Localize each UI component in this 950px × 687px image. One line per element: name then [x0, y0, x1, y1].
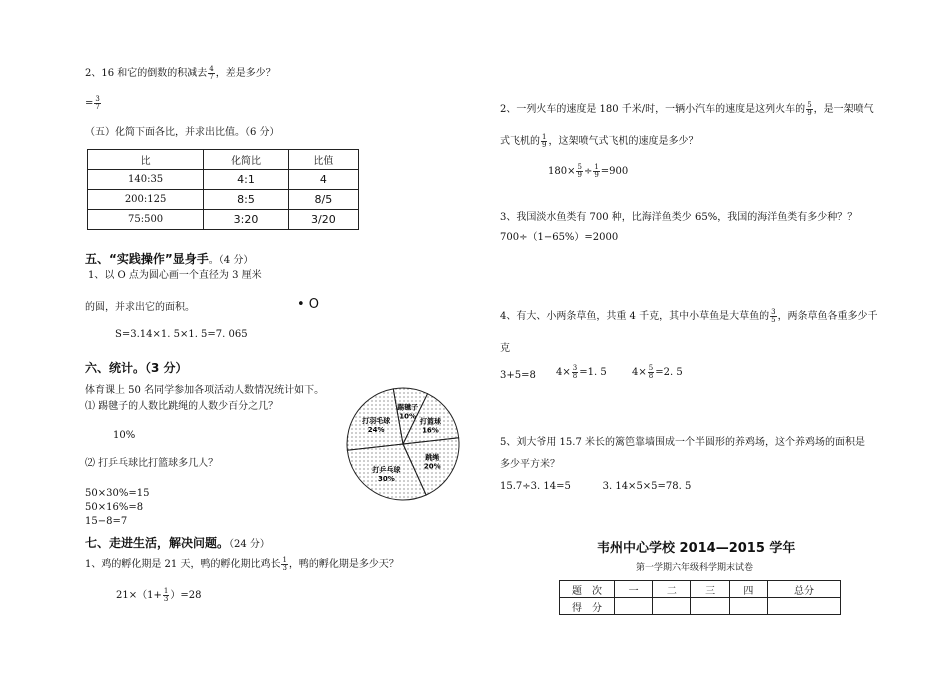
pie-slice-percent: 10%: [399, 412, 417, 421]
score-header: 总分: [767, 581, 840, 598]
table-row: 75:500 3:20 3/20: [88, 210, 359, 230]
table-row: 140:35 4:1 4: [88, 170, 359, 190]
pie-slice-label: 跳绳: [425, 453, 440, 462]
fraction: $\frac{4}{7}$: [209, 65, 214, 81]
part-6-calc2: 50×16%=8: [85, 502, 144, 513]
table-header: 比值: [288, 150, 358, 170]
part-6-calc3: 15−8=7: [85, 516, 128, 527]
ratio-table: [87, 149, 359, 230]
right-q3: 3、我国淡水鱼类有 700 种，比海洋鱼类少 65%，我国的海洋鱼类有多少种？？: [500, 212, 858, 223]
part-5-line2: 的圆，并求出它的面积。: [85, 302, 195, 313]
score-header: 三: [691, 581, 729, 598]
part-6-heading: 六、统计。（3 分）: [85, 361, 188, 375]
right-q4-line2: 克: [500, 343, 510, 354]
right-q2-answer: 180× $\frac{5}{9}$ ÷ $\frac{1}{9}$ =900: [548, 163, 629, 179]
table-header: 化简比: [204, 150, 289, 170]
score-cell: [615, 598, 653, 615]
score-header: 一: [615, 581, 653, 598]
table-row: 200:125 8:5 8/5: [88, 190, 359, 210]
right-q4-ans2: 4× $\frac{3}{8}$ =1. 5: [556, 364, 607, 380]
table-header: 比: [88, 150, 204, 170]
part-5-line1: 1、以 O 点为圆心画一个直径为 3 厘米: [88, 270, 262, 281]
score-header: 二: [653, 581, 691, 598]
right-q2-line2: 式飞机的 $\frac{1}{9}$ ，这架喷气式飞机的速度是多少？: [500, 133, 699, 149]
right-q5-line1: 5、刘大爷用 15.7 米长的篱笆靠墙围成一个半圆形的养鸡场，这个养鸡场的面积是: [500, 437, 865, 448]
right-q4-ans1: 3+5=8: [500, 370, 536, 381]
part-7-q1: 1、鸡的孵化期是 21 天，鸭的孵化期比鸡长 $\frac{1}{3}$ ，鸭的孵化期是多少天？: [85, 556, 399, 572]
right-q4-ans3: 4× $\frac{5}{8}$ =2. 5: [632, 364, 683, 380]
part-6-q1: ⑴ 踢毽子的人数比跳绳的人数少百分之几？: [85, 401, 279, 412]
part-5-answer: S=3.14×1. 5×1. 5=7. 065: [115, 329, 248, 340]
pie-slice-percent: 30%: [378, 475, 395, 484]
pie-slice-percent: 24%: [367, 425, 385, 434]
score-header: 题 次: [560, 581, 615, 598]
exam-subtitle: 第一学期六年级科学期末试卷: [636, 563, 754, 573]
score-cell: [729, 598, 767, 615]
activity-pie-chart: [343, 384, 463, 504]
pie-slice-percent: 20%: [423, 462, 441, 471]
section-5-heading: （五）化简下面各比，并求出比值。（6 分）: [85, 127, 280, 138]
part-6-calc1: 50×30%=15: [85, 488, 150, 499]
pie-slice-label: 打乒乓球: [372, 466, 401, 475]
pie-slice-label: 踢毽子: [397, 403, 419, 412]
question-2: 2、16 和它的倒数的积减去 $\frac{4}{7}$ ，差是多少？: [85, 65, 276, 81]
part-6-q2: ⑵ 打乒乓球比打篮球多几人？: [85, 458, 219, 469]
right-q5-line2: 多少平方米？: [500, 459, 560, 470]
pie-slice-label: 打羽毛球: [362, 416, 391, 425]
pie-slice-label: 打篮球: [419, 417, 441, 426]
center-point-o: • O: [297, 297, 320, 312]
right-q2-line1: 2、一列火车的速度是 180 千米/时，一辆小汽车的速度是这列火车的 $\frac{5}{9}$ ，是一架喷气: [500, 101, 874, 117]
score-cell: [767, 598, 840, 615]
score-header: 四: [729, 581, 767, 598]
right-q3-answer: 700÷（1−65%）=2000: [500, 232, 619, 243]
right-q5-answer: 15.7÷3. 14=5 3. 14×5×5=78. 5: [500, 481, 692, 492]
school-title: 韦州中心学校 2014—2015 学年: [597, 541, 796, 556]
score-cell: [691, 598, 729, 615]
score-table: [559, 580, 841, 615]
part-6-a1: 10%: [113, 430, 136, 441]
score-row-label: 得 分: [560, 598, 615, 615]
score-cell: [653, 598, 691, 615]
question-2-answer: = $\frac{3}{7}$: [85, 95, 100, 111]
pie-slice-percent: 16%: [422, 426, 439, 435]
part-5-heading: 五、“实践操作”显身手。（4 分）: [85, 252, 254, 266]
part-6-intro: 体育课上 50 名同学参加各项活动人数情况统计如下。: [85, 385, 325, 396]
part-7-a1: 21×（1+ $\frac{1}{3}$ ）=28: [116, 587, 202, 603]
right-q4-line1: 4、有大、小两条草鱼，共重 4 千克，其中小草鱼是大草鱼的 $\frac{3}{5}$ ，两条草鱼各重多少千: [500, 308, 878, 324]
part-7-heading: 七、走进生活，解决问题。（24 分）: [85, 536, 270, 550]
